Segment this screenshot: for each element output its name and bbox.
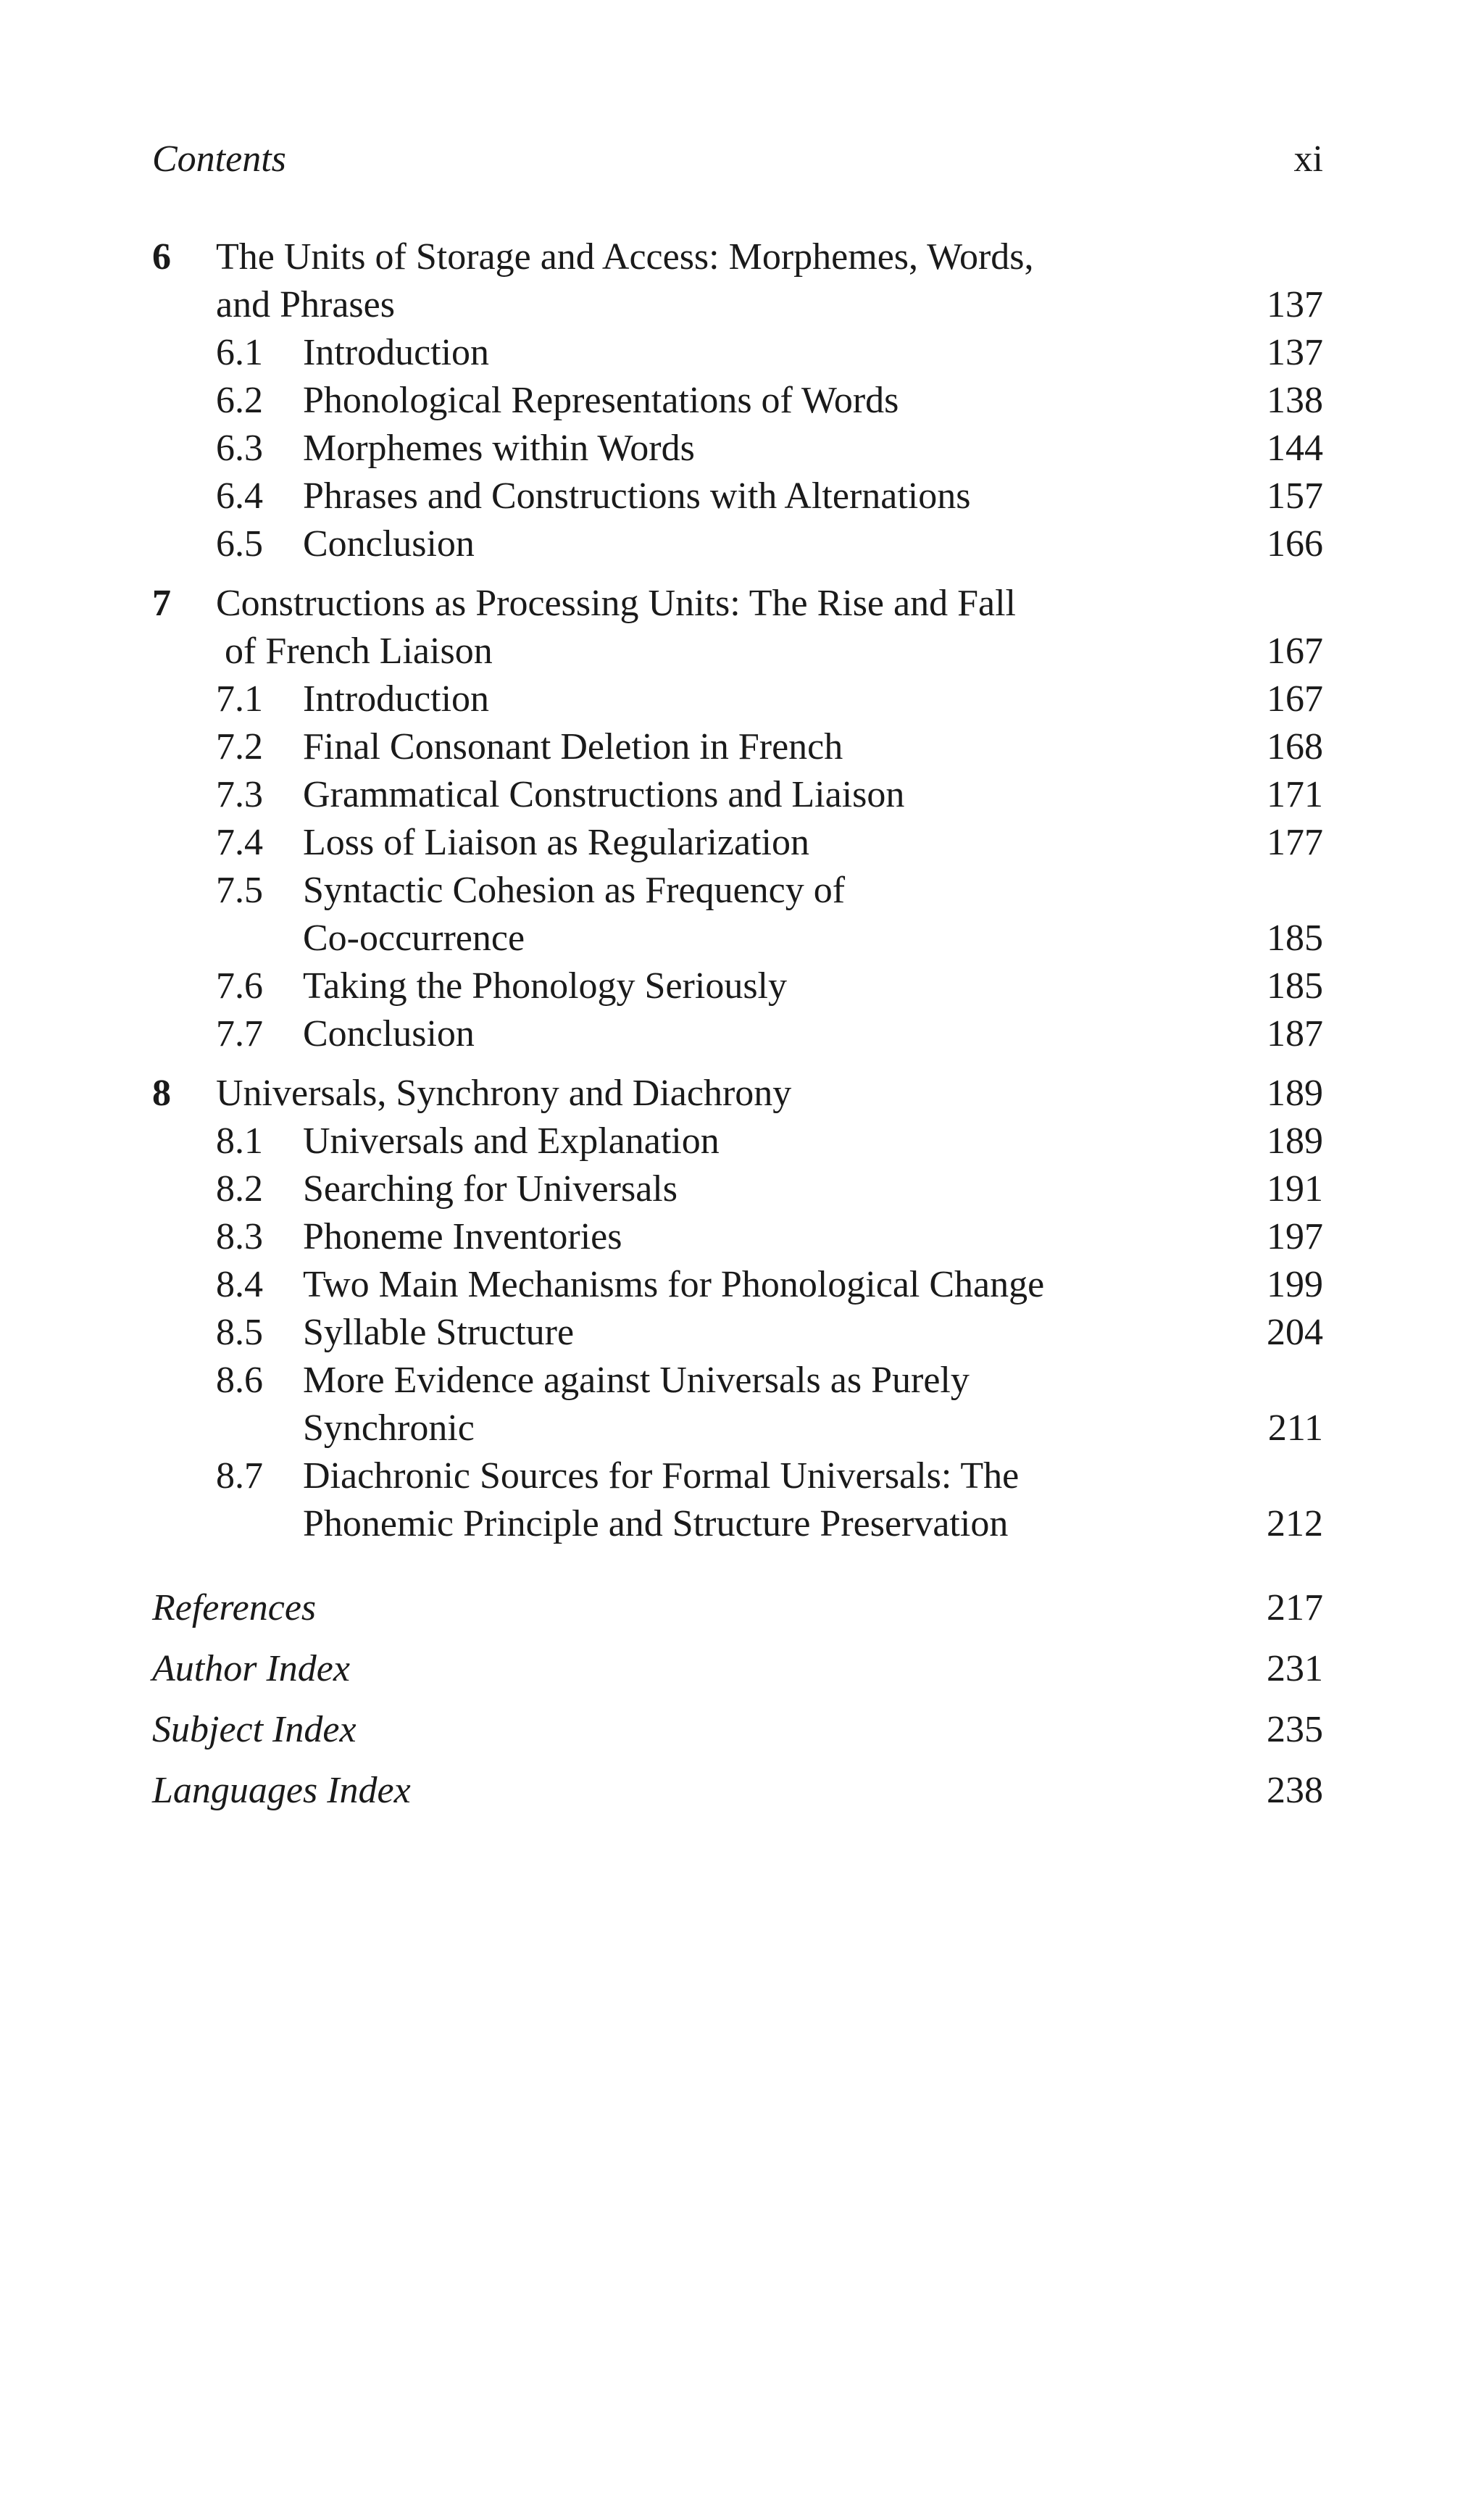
chapter-title: of French Liaison [225, 631, 493, 672]
section-8-2-entry[interactable] [152, 1165, 1323, 1213]
page-number: 137 [1267, 284, 1323, 325]
section-7-2-entry[interactable] [152, 723, 1323, 771]
page-number: 185 [1267, 965, 1323, 1007]
page-number: 204 [1267, 1312, 1323, 1353]
section-6-5-entry[interactable] [152, 520, 1323, 568]
section-title: Morphemes within Words [303, 428, 695, 469]
section-title: Grammatical Constructions and Liaison [303, 774, 905, 815]
page-number: 137 [1267, 332, 1323, 373]
section-6-1-entry[interactable] [152, 329, 1323, 377]
section-title: Taking the Phonology Seriously [303, 965, 788, 1007]
chapter-title: The Units of Storage and Access: Morphemes, Words, [216, 236, 1034, 278]
section-title: Conclusion [303, 523, 475, 565]
section-number: 7.2 [216, 726, 263, 767]
section-number: 8.3 [216, 1216, 263, 1257]
page-number: 235 [1267, 1709, 1323, 1750]
back-matter-references[interactable] [152, 1584, 1323, 1632]
section-title: Phonemic Principle and Structure Preservation [303, 1503, 1009, 1544]
page-number: 157 [1267, 475, 1323, 517]
section-number: 8.7 [216, 1455, 263, 1497]
section-title: Searching for Universals [303, 1168, 678, 1210]
page-number: 211 [1267, 1407, 1323, 1449]
section-title: Co-occurrence [303, 918, 525, 959]
page-number: 187 [1267, 1013, 1323, 1054]
section-title: Syntactic Cohesion as Frequency of [303, 870, 846, 911]
section-7-6-entry[interactable] [152, 962, 1323, 1010]
section-8-1-entry[interactable] [152, 1118, 1323, 1165]
section-title: Universals and Explanation [303, 1120, 720, 1162]
section-title: Two Main Mechanisms for Phonological Change [303, 1264, 1045, 1305]
section-number: 7.5 [216, 870, 263, 911]
section-title: Loss of Liaison as Regularization [303, 822, 809, 863]
page-number: 171 [1267, 774, 1323, 815]
page-number: 177 [1267, 822, 1323, 863]
page-number: 197 [1267, 1216, 1323, 1257]
section-number: 6.2 [216, 380, 263, 421]
page-number: 168 [1267, 726, 1323, 767]
back-matter-title: Author Index [152, 1648, 350, 1689]
page-number: 212 [1267, 1503, 1323, 1544]
section-8-4-entry[interactable] [152, 1261, 1323, 1309]
section-8-6-entry[interactable] [152, 1357, 1323, 1405]
section-title: Final Consonant Deletion in French [303, 726, 843, 767]
section-8-3-entry[interactable] [152, 1213, 1323, 1261]
section-6-4-entry[interactable] [152, 473, 1323, 520]
section-number: 6.5 [216, 523, 263, 565]
page-number: 167 [1267, 678, 1323, 720]
page-number: 185 [1267, 918, 1323, 959]
back-matter-author-index[interactable] [152, 1645, 1323, 1693]
section-7-1-entry[interactable] [152, 675, 1323, 723]
running-header-title: Contents [152, 138, 286, 180]
section-title: Conclusion [303, 1013, 475, 1054]
section-title: Phonological Representations of Words [303, 380, 899, 421]
chapter-number: 7 [152, 583, 171, 624]
chapter-8-entry[interactable] [152, 1070, 1323, 1118]
section-number: 6.3 [216, 428, 263, 469]
chapter-title: Universals, Synchrony and Diachrony [216, 1073, 792, 1114]
section-title: Syllable Structure [303, 1312, 575, 1353]
chapter-number: 6 [152, 236, 171, 278]
section-number: 7.6 [216, 965, 263, 1007]
section-title: Introduction [303, 678, 490, 720]
section-number: 7.3 [216, 774, 263, 815]
section-7-7-entry[interactable] [152, 1010, 1323, 1058]
section-8-7-entry-continued[interactable] [152, 1500, 1323, 1548]
section-number: 8.6 [216, 1360, 263, 1401]
page-number: 238 [1267, 1770, 1323, 1811]
section-6-3-entry[interactable] [152, 425, 1323, 473]
section-number: 7.4 [216, 822, 263, 863]
running-header [152, 138, 1323, 188]
page-number: 189 [1267, 1120, 1323, 1162]
page-number: 167 [1267, 631, 1323, 672]
section-number: 7.7 [216, 1013, 263, 1054]
section-8-6-entry-continued[interactable] [152, 1405, 1323, 1452]
section-number: 6.1 [216, 332, 263, 373]
section-title: Introduction [303, 332, 490, 373]
back-matter-title: Subject Index [152, 1709, 357, 1750]
chapter-title: Constructions as Processing Units: The Rise and Fall [216, 583, 1016, 624]
page-number: 189 [1267, 1073, 1323, 1114]
running-header-page-number: xi [1293, 138, 1323, 180]
section-title: Synchronic [303, 1407, 475, 1449]
back-matter-subject-index[interactable] [152, 1706, 1323, 1754]
back-matter-title: References [152, 1587, 317, 1628]
chapter-6-entry-continued[interactable] [152, 281, 1323, 329]
chapter-7-entry-continued[interactable] [152, 628, 1323, 675]
chapter-7-entry[interactable] [152, 580, 1323, 628]
page-number: 191 [1267, 1168, 1323, 1210]
section-title: Phrases and Constructions with Alternations [303, 475, 971, 517]
page-number: 217 [1267, 1587, 1323, 1628]
section-number: 7.1 [216, 678, 263, 720]
back-matter-languages-index[interactable] [152, 1767, 1323, 1815]
section-7-3-entry[interactable] [152, 771, 1323, 819]
section-number: 6.4 [216, 475, 263, 517]
chapter-number: 8 [152, 1073, 171, 1114]
page-number: 199 [1267, 1264, 1323, 1305]
page-number: 138 [1267, 380, 1323, 421]
section-7-4-entry[interactable] [152, 819, 1323, 867]
back-matter-title: Languages Index [152, 1770, 411, 1811]
section-title: Phoneme Inventories [303, 1216, 622, 1257]
section-number: 8.2 [216, 1168, 263, 1210]
page-number: 231 [1267, 1648, 1323, 1689]
page-number: 166 [1267, 523, 1323, 565]
section-8-5-entry[interactable] [152, 1309, 1323, 1357]
section-6-2-entry[interactable] [152, 377, 1323, 425]
section-8-7-entry[interactable] [152, 1452, 1323, 1500]
section-title: More Evidence against Universals as Purely [303, 1360, 970, 1401]
section-title: Diachronic Sources for Formal Universals: The [303, 1455, 1020, 1497]
page-number: 144 [1267, 428, 1323, 469]
section-number: 8.5 [216, 1312, 263, 1353]
section-7-5-entry-continued[interactable] [152, 915, 1323, 962]
chapter-6-entry[interactable] [152, 233, 1323, 281]
section-7-5-entry[interactable] [152, 867, 1323, 915]
chapter-title: and Phrases [216, 284, 395, 325]
section-number: 8.4 [216, 1264, 263, 1305]
section-number: 8.1 [216, 1120, 263, 1162]
